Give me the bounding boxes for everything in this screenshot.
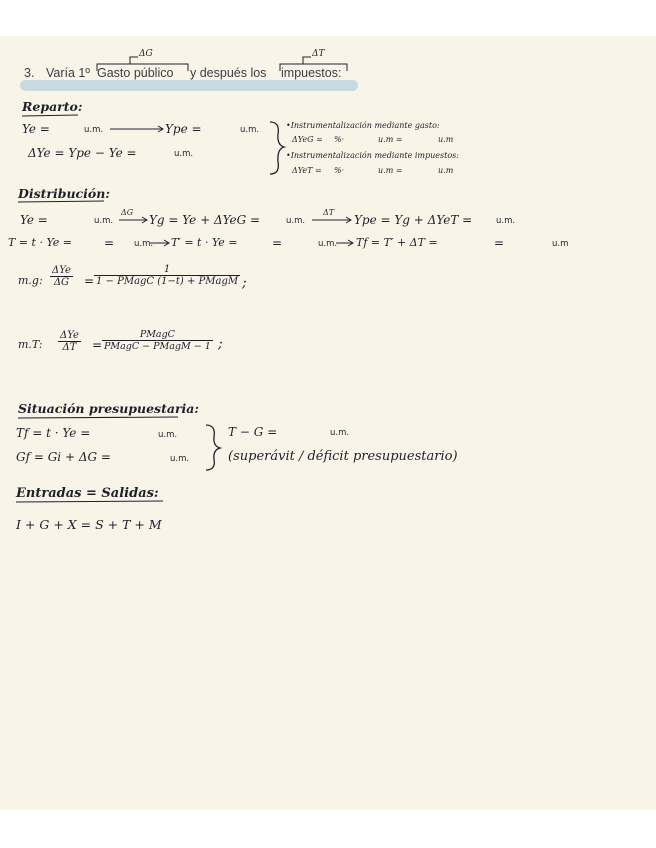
situacion-tf: Tf = t · Ye = [16,426,91,440]
dist-um-4: u.m. [134,239,154,249]
question-underlined-gasto: Gasto público [97,66,174,80]
dist-um-1: u.m. [94,216,114,226]
mg-numerator: ΔYe [52,265,71,276]
dist-tf: Tf = T′ + ΔT = [356,236,438,249]
question-text-middle: y después los [190,66,267,80]
mt-denominator: ΔT [62,342,77,353]
dist-eq-2: = [272,236,283,250]
side-gasto-um2: u.m [438,135,454,144]
question-number: 3. [24,66,35,80]
mt-result-denominator: PMagC − PMagM − 1 [104,341,211,352]
situacion-um-2: u.m. [170,454,190,464]
reparto-um-2: u.m. [240,125,260,135]
mg-label: m.g: [18,274,43,287]
dist-yg: Yg = Ye + ΔYeG = [149,213,261,227]
reparto-heading: Reparto: [22,99,83,114]
side-impuestos-line: ΔYeT = [292,166,322,175]
mg-result-denominator: 1 − PMagC (1−t) + PMagM [96,276,239,287]
mt-equals: = [92,338,103,352]
entradas-equation: I + G + X = S + T + M [16,517,162,532]
side-gasto-pct: %· [334,135,345,144]
dist-um-3: u.m. [496,216,516,226]
side-impuestos-pct: %· [334,166,345,175]
side-gasto-title: •Instrumentalización mediante gasto: [286,121,440,130]
dist-um-6: u.m [552,239,569,249]
mt-result-numerator: PMagC [102,329,213,341]
dist-arrow-dg: ΔG [121,208,134,217]
mg-denominator: ΔG [53,277,70,288]
dist-tprime: T′ = t · Ye = [171,236,238,249]
side-gasto-um: u.m = [378,135,403,144]
dist-um-5: u.m. [318,239,338,249]
situacion-heading: Situación presupuestaria: [18,401,200,416]
note-delta-t: ΔT [312,49,325,59]
question-underlined-impuestos: impuestos: [281,66,342,80]
mg-equals: = [84,274,95,288]
dist-t: T = t · Ye = [8,236,72,249]
note-delta-g: ΔG [139,49,153,59]
distribucion-heading: Distribución: [18,186,110,201]
question-text-start: Varía 1º [46,66,90,80]
reparto-um-3: u.m. [174,149,194,159]
side-impuestos-um2: u.m [438,166,454,175]
side-impuestos-title: •Instrumentalización mediante impuestos: [286,151,459,160]
side-impuestos-um: u.m = [378,166,403,175]
situacion-t-minus-g: T − G = [228,425,278,439]
reparto-ype: Ype = [165,122,202,136]
dist-arrow-dt: ΔT [323,208,335,217]
dist-um-2: u.m. [286,216,306,226]
side-gasto-line: ΔYeG = [292,135,323,144]
reparto-ye: Ye = [22,122,50,136]
situacion-superavit-deficit: (superávit / déficit presupuestario) [228,449,458,464]
mt-numerator: ΔYe [60,330,79,341]
situacion-gf: Gf = Gi + ΔG = [16,450,111,464]
dist-eq-1: = [104,236,115,250]
situacion-um-1: u.m. [158,430,178,440]
situacion-um-3: u.m. [330,428,350,438]
entradas-heading: Entradas = Salidas: [16,486,159,501]
mg-fraction [50,265,73,288]
mt-fraction [58,330,81,353]
mg-semicolon: ; [242,275,247,291]
dist-ye: Ye = [20,213,48,227]
mt-semicolon: ; [218,336,223,352]
reparto-delta-ye: ΔYe = Ype − Ye = [28,146,137,160]
mg-result-numerator: 1 [94,264,240,276]
dist-eq-3: = [494,236,505,250]
mt-result-fraction [102,329,213,352]
mg-result-fraction [94,264,240,287]
dist-ype: Ype = Yg + ΔYeT = [354,213,473,227]
reparto-um-1: u.m. [84,125,104,135]
mt-label: m.T: [18,338,43,351]
